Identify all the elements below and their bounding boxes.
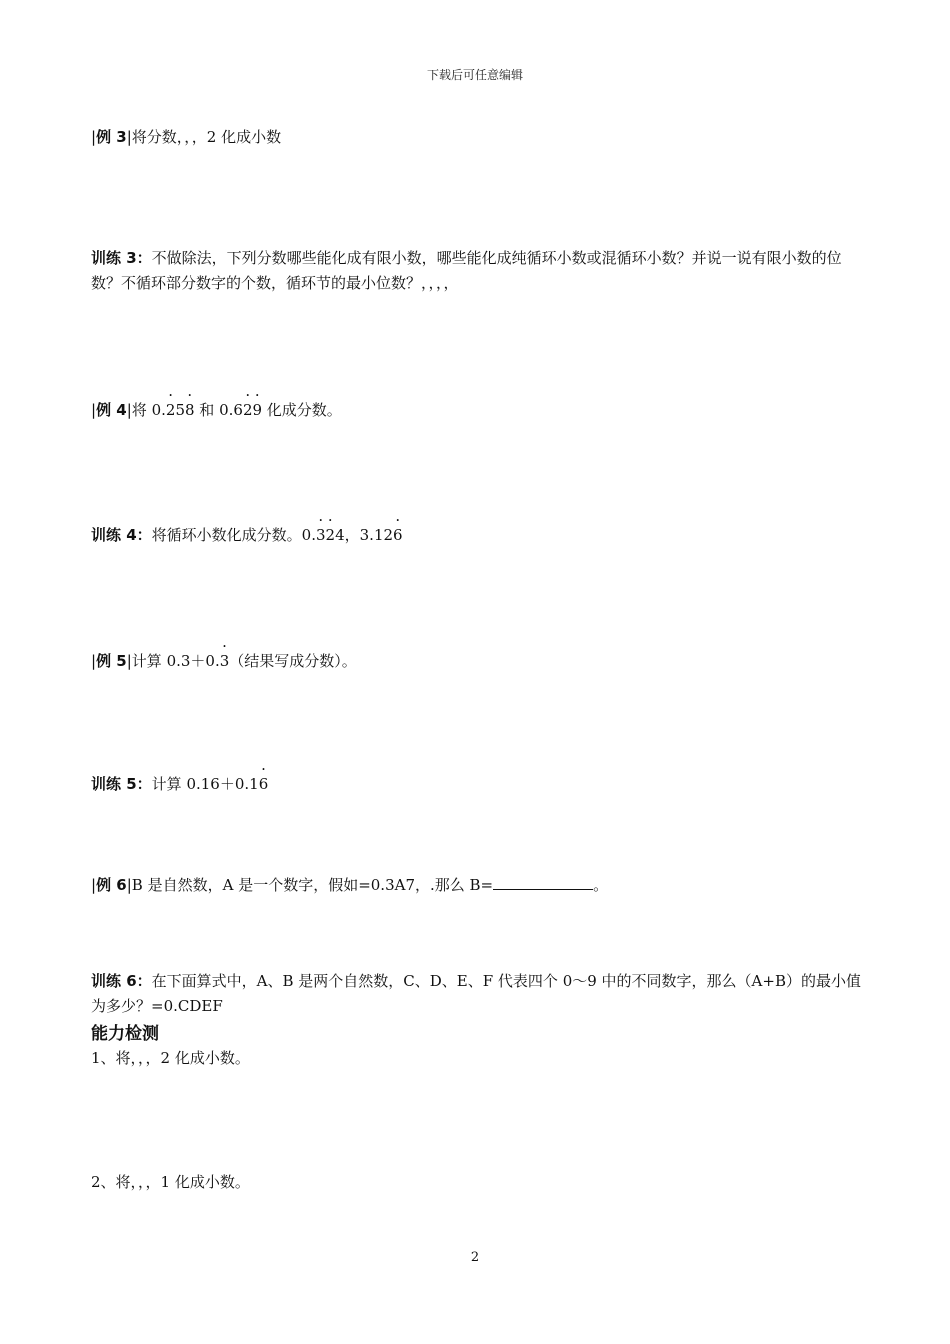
repeat-digit: · 8 [185, 401, 195, 419]
training-4: 训练 4：将循环小数化成分数。0.· 3· 24，3.12· 6 [91, 524, 403, 545]
example-3-text: 将分数，，，2 化成小数 [131, 128, 282, 146]
repeat-digit: · 2 [243, 401, 253, 419]
training-6-label: 训练 6： [91, 972, 152, 990]
repeat-digit: · 2 [166, 401, 176, 419]
page-header: 下载后可任意编辑 [426, 68, 523, 82]
training-6 [91, 969, 863, 1019]
repeat-digit: · 6 [393, 526, 403, 544]
answer-blank[interactable] [493, 875, 593, 890]
training-3-text: 不做除法，下列分数哪些能化成有限小数，哪些能化成纯循环小数或混循环小数？并说一说有限小数的位数？不循环部分数字的个数，循环节的最小位数？，，，， [91, 249, 842, 292]
section-title: 能力检测 [91, 1024, 159, 1044]
example-3-label: |例 3| [91, 128, 132, 146]
example-5: |例 5|计算 0.3＋0.· 3（结果写成分数）。 [91, 650, 357, 671]
example-3 [91, 126, 281, 147]
training-5: 训练 5：计算 0.16＋0.1· 6 [91, 773, 268, 794]
training-6-text: 在下面算式中，A、B 是两个自然数，C、D、E、F 代表四个 0～9 中的不同数字，那么（A+B）的最小值为多少？=0.CDEF [91, 972, 861, 1015]
repeat-digit: · 9 [252, 401, 262, 419]
example-5-label: |例 5| [91, 652, 132, 670]
training-3 [91, 246, 863, 296]
example-4: |例 4|将 0.· 25· 8 和 0.6· 2· 9 化成分数。 [91, 399, 342, 420]
page-number: 2 [470, 1250, 480, 1265]
example-4-label: |例 4| [91, 401, 132, 419]
repeat-digit: · 3 [316, 526, 326, 544]
training-3-label: 训练 3： [91, 249, 152, 267]
repeat-digit: · 3 [220, 652, 230, 670]
training-4-label: 训练 4： [91, 526, 152, 544]
training-5-label: 训练 5： [91, 775, 152, 793]
example-6-label: |例 6| [91, 876, 132, 894]
example-6: |例 6|B 是自然数，A 是一个数字，假如=0.3A7，.那么 B= 。 [91, 876, 609, 894]
question-1: 1、将，，，2 化成小数。 [91, 1049, 250, 1067]
repeat-digit: · 6 [259, 775, 269, 793]
repeat-digit: · 2 [326, 526, 336, 544]
question-2: 2、将，，，1 化成小数。 [91, 1173, 250, 1191]
